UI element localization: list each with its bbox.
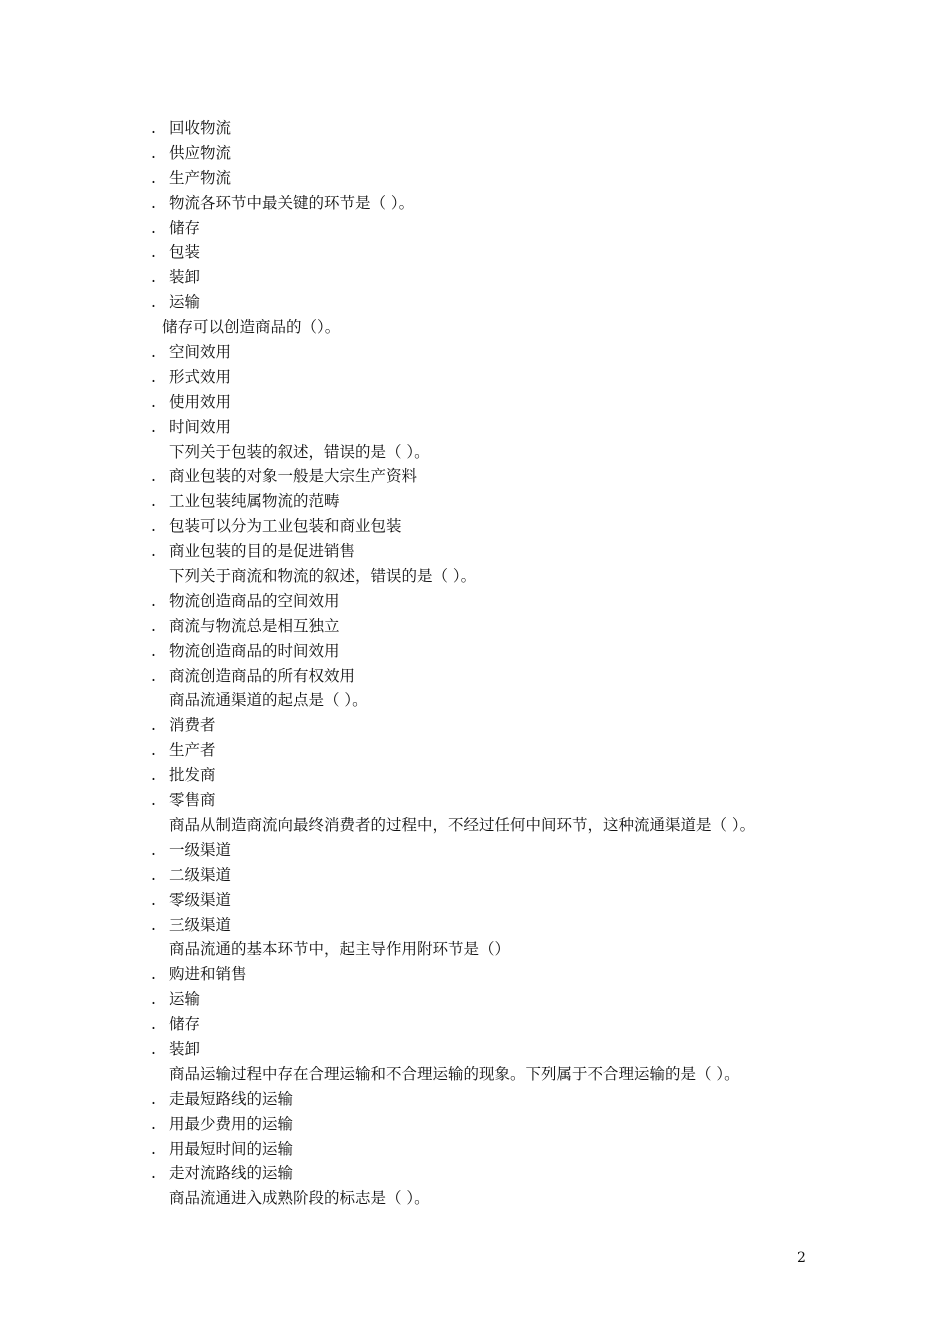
option-bullet: . [151,915,156,934]
option-text: 商业包装的目的是促进销售 [169,542,356,561]
option-bullet: . [151,1164,156,1183]
option-text: 消费者 [169,716,216,735]
option-bullet: . [151,591,156,610]
option-bullet: . [151,119,156,137]
option-bullet: . [151,965,156,984]
option-text: 装卸 [169,1039,201,1058]
question-text: 商品流通进入成熟阶段的标志是（ ）。 [169,1189,430,1208]
option-bullet: . [151,890,156,909]
option-text: 物流创造商品的空间效用 [169,591,340,610]
option-bullet: . [151,1039,156,1058]
option-text: 商流与物流总是相互独立 [169,616,340,635]
option-line [0,340,950,365]
option-text: 形式效用 [169,367,232,386]
option-text: 包装可以分为工业包装和商业包装 [169,517,402,536]
option-line [0,614,950,639]
option-line [0,265,950,290]
option-line [0,664,950,689]
option-bullet: . [151,666,156,685]
option-bullet: . [151,865,156,884]
option-text: 供应物流 [169,143,232,162]
option-line [0,191,950,216]
option-line [0,365,950,390]
option-line [0,738,950,763]
question-line [0,1186,950,1211]
option-text: 包装 [169,243,201,262]
option-text: 物流创造商品的时间效用 [169,641,340,660]
option-text: 时间效用 [169,417,232,436]
option-text: 工业包装纯属物流的范畴 [169,492,340,511]
option-text: 购进和销售 [169,965,247,984]
option-bullet: . [151,492,156,511]
option-text: 用最短时间的运输 [169,1139,294,1158]
option-line [0,1087,950,1112]
question-list [0,116,950,1211]
option-bullet: . [151,741,156,760]
question-line [0,813,950,838]
option-bullet: . [151,1114,156,1133]
option-bullet: . [151,616,156,635]
option-bullet: . [151,791,156,810]
option-bullet: . [151,1089,156,1108]
option-text: 商业包装的对象一般是大宗生产资料 [169,467,418,486]
option-line [0,713,950,738]
option-text: 运输 [169,990,201,1009]
option-bullet: . [151,193,156,212]
option-text: 批发商 [169,766,216,785]
option-line [0,788,950,813]
question-text: 商品流通的基本环节中，起主导作用附环节是（） [169,940,511,959]
question-text: 商品从制造商流向最终消费者的过程中，不经过任何中间环节，这种流通渠道是（ ）。 [169,815,756,834]
option-line [0,539,950,564]
question-line [0,937,950,962]
option-line [0,763,950,788]
option-line [0,639,950,664]
option-bullet: . [151,343,156,362]
question-text: 下列关于包装的叙述，错误的是（ ）。 [169,442,430,461]
option-bullet: . [151,367,156,386]
option-line [0,415,950,440]
option-bullet: . [151,1015,156,1034]
question-line [0,315,950,340]
option-line [0,838,950,863]
option-bullet: . [151,766,156,785]
option-text: 生产物流 [169,168,232,187]
option-line [0,1037,950,1062]
option-bullet: . [151,168,156,187]
option-bullet: . [151,990,156,1009]
question-text: 商品运输过程中存在合理运输和不合理运输的现象。下列属于不合理运输的是（ ）。 [169,1064,740,1083]
option-bullet: . [151,542,156,561]
option-text: 用最少费用的运输 [169,1114,294,1133]
option-line [0,489,950,514]
option-text: 回收物流 [169,119,232,137]
option-text: 走对流路线的运输 [169,1164,294,1183]
option-text: 储存 [169,1015,201,1034]
option-bullet: . [151,417,156,436]
option-bullet: . [151,268,156,287]
option-text: 零级渠道 [169,890,232,909]
option-line [0,962,950,987]
option-bullet: . [151,243,156,262]
option-line [0,1161,950,1186]
option-line [0,390,950,415]
question-line [0,440,950,465]
option-line [0,1012,950,1037]
option-line [0,116,950,141]
option-line [0,464,950,489]
option-text: 走最短路线的运输 [169,1089,294,1108]
option-text: 商流创造商品的所有权效用 [169,666,356,685]
option-bullet: . [151,840,156,859]
option-bullet: . [151,218,156,237]
option-line [0,913,950,938]
question-text: 商品流通渠道的起点是（ ）。 [169,691,368,710]
option-bullet: . [151,392,156,411]
question-line [0,688,950,713]
option-line [0,1137,950,1162]
option-text: 使用效用 [169,392,232,411]
option-text: 二级渠道 [169,865,232,884]
option-bullet: . [151,467,156,486]
option-bullet: . [151,293,156,312]
question-line [0,564,950,589]
option-bullet: . [151,716,156,735]
question-text: 储存可以创造商品的（）。 [162,318,341,337]
option-bullet: . [151,1139,156,1158]
option-line [0,240,950,265]
option-line [0,216,950,241]
question-line [0,1062,950,1087]
option-line [0,1112,950,1137]
option-text: 空间效用 [169,343,232,362]
option-bullet: . [151,143,156,162]
option-text: 生产者 [169,741,216,760]
question-text: 下列关于商流和物流的叙述，错误的是（ ）。 [169,567,477,586]
option-line [0,888,950,913]
option-line [0,514,950,539]
page-number: 2 [797,1250,806,1266]
option-text: 储存 [169,218,201,237]
option-text: 三级渠道 [169,915,232,934]
option-line [0,863,950,888]
option-text: 物流各环节中最关键的环节是（ ）。 [169,193,415,212]
option-line [0,987,950,1012]
option-text: 一级渠道 [169,840,232,859]
option-line [0,589,950,614]
option-line [0,141,950,166]
option-line [0,166,950,191]
option-text: 装卸 [169,268,201,287]
option-bullet: . [151,517,156,536]
option-text: 零售商 [169,791,216,810]
option-line [0,290,950,315]
option-bullet: . [151,641,156,660]
option-text: 运输 [169,293,201,312]
